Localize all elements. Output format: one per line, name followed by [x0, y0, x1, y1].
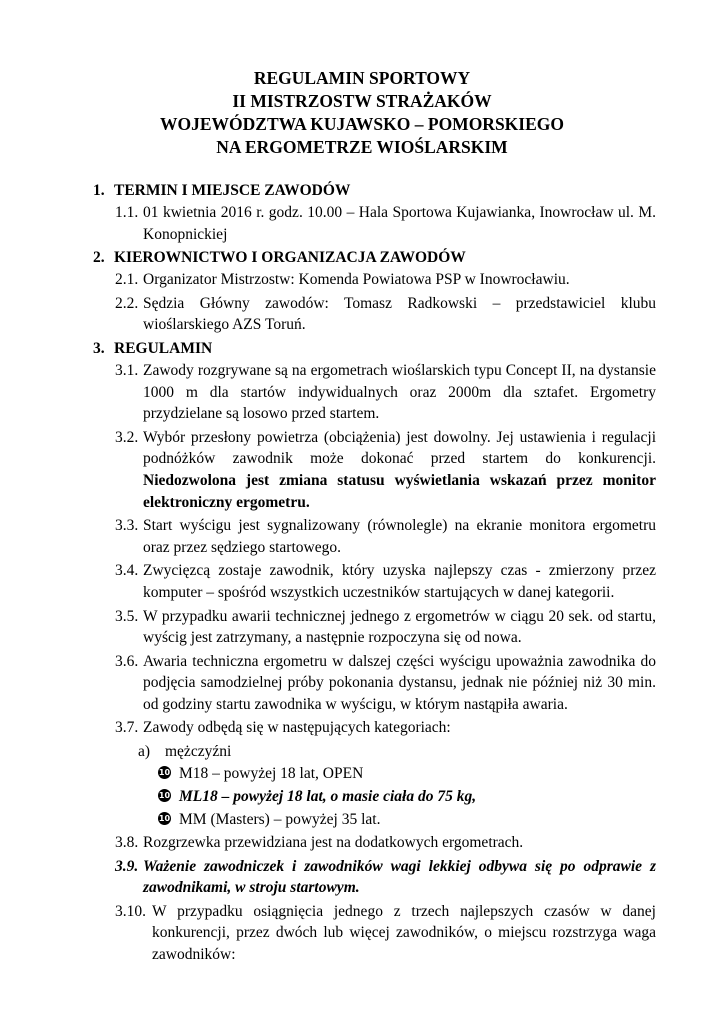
item-3-6: [115, 651, 656, 716]
item-text-regular: Wybór przesłony powietrza (obciążenia) jest dowolny. Jej ustawienia i regulacji podnóżków zawodnik może dokonać przed startem do konkurencji.: [143, 428, 656, 468]
section-number: 2.: [93, 249, 105, 267]
item-number: 3.1.: [115, 361, 139, 379]
category-bullet-1: [158, 763, 724, 786]
category-text: ML18 – powyżej 18 lat, o masie ciała do 75 kg,: [179, 788, 477, 806]
item-number: 3.10.: [115, 902, 146, 920]
document-body: [0, 180, 724, 968]
item-text: Start wyścigu jest sygnalizowany (równolegle) na ekranie monitora ergometru oraz przez sędziego startowego.: [143, 517, 656, 556]
document-title: [0, 67, 724, 159]
item-number: 3.8.: [115, 834, 139, 852]
item-number: 3.3.: [115, 517, 139, 535]
category-bullet-2: [158, 786, 724, 809]
item-number: 3.4.: [115, 562, 139, 580]
item-3-9: [115, 856, 656, 899]
section-heading-2: [93, 247, 724, 269]
item-3-7: [115, 717, 656, 739]
item-number: 3.7.: [115, 719, 139, 737]
item-text: Organizator Mistrzostw: Komenda Powiatowa PSP w Inowrocławiu.: [143, 271, 570, 289]
title-line-1: REGULAMIN SPORTOWY: [253, 68, 471, 88]
item-text-bold: Niedozwolona jest zmiana statusu wyświetlania wskazań przez monitor elektroniczny ergometru.: [143, 471, 656, 511]
item-number: 3.5.: [115, 607, 139, 625]
circled-number-icon: 10: [158, 768, 171, 778]
circled-number-icon: 10: [158, 814, 171, 824]
item-number: 2.2.: [115, 294, 139, 312]
item-3-2: [115, 427, 656, 513]
item-text: Awaria techniczna ergometru w dalszej części wyścigu upoważnia zawodnika do podjęcia samodzielnej próby pokonania dystansu, jednak nie później niż 30 min. od godziny startu zawodnika w wyścigu, w którym nastąpiła awaria.: [143, 652, 656, 713]
item-text: Ważenie zawodniczek i zawodników wagi lekkiej odbywa się po odprawie z zawodnikami, w stroju startowym.: [143, 857, 656, 897]
item-text: Zwycięzcą zostaje zawodnik, który uzyska najlepszy czas - zmierzony przez komputer – spośród wszystkich uczestników startujących w danej kategorii.: [143, 562, 656, 601]
subitem-letter: a): [138, 743, 151, 761]
item-text: [115, 427, 656, 513]
item-text: Zawody rozgrywane są na ergometrach wioślarskich typu Concept II, na dystansie 1000 m dla startów indywidualnych oraz 2000m dla sztafet. Ergometry przydzielane są losowo przed startem.: [143, 361, 656, 423]
item-text: W przypadku osiągnięcia jednego z trzech najlepszych czasów w danej konkurencji, przez dwóch lub więcej zawodników, o miejscu rozstrzyga waga zawodników:: [152, 902, 656, 964]
item-text: Rozgrzewka przewidziana jest na dodatkowych ergometrach.: [143, 834, 524, 852]
item-number: 1.1.: [115, 204, 139, 221]
section-title: REGULAMIN: [114, 339, 213, 357]
item-text: Zawody odbędą się w następujących kategoriach:: [143, 719, 451, 737]
category-text: M18 – powyżej 18 lat, OPEN: [179, 765, 364, 783]
item-1-1: [115, 202, 656, 245]
title-line-3: WOJEWÓDZTWA KUJAWSKO – POMORSKIEGO: [159, 114, 564, 134]
circled-number-icon: 10: [158, 791, 171, 801]
subitem-a: [138, 741, 724, 763]
item-3-5: [115, 606, 656, 649]
item-3-10: [115, 901, 656, 966]
item-3-3: [115, 515, 656, 558]
section-number: 1.: [93, 182, 105, 199]
item-2-1: [115, 269, 656, 291]
item-3-4: [115, 560, 656, 603]
subitem-text: mężczyźni: [165, 743, 232, 761]
category-text: MM (Masters) – powyżej 35 lat.: [179, 811, 381, 829]
item-number: 2.1.: [115, 271, 139, 289]
item-2-2: [115, 293, 656, 336]
item-number: 3.2.: [115, 428, 139, 446]
section-heading-1: [93, 180, 724, 202]
item-number: 3.9.: [115, 857, 139, 875]
item-text: Sędzia Główny zawodów: Tomasz Radkowski – przedstawiciel klubu wioślarskiego AZS Toruń.: [143, 294, 656, 334]
section-title: KIEROWNICTWO I ORGANIZACJA ZAWODÓW: [114, 249, 466, 267]
section-heading-3: [93, 338, 724, 360]
title-line-4: NA ERGOMETRZE WIOŚLARSKIM: [216, 137, 508, 157]
title-line-2: II MISTRZOSTW STRAŻAKÓW: [232, 91, 492, 111]
section-title: TERMIN I MIEJSCE ZAWODÓW: [114, 182, 351, 199]
item-3-1: [115, 360, 656, 425]
category-bullet-3: [158, 809, 724, 832]
section-number: 3.: [93, 339, 105, 357]
item-text: W przypadku awarii technicznej jednego z ergometrów w ciągu 20 sek. od startu, wyścig jest zatrzymany, a następnie rozpoczyna się od nowa.: [143, 607, 656, 647]
item-3-8: [115, 832, 656, 854]
item-number: 3.6.: [115, 652, 139, 670]
item-text: 01 kwietnia 2016 r. godz. 10.00 – Hala Sportowa Kujawianka, Inowrocław ul. M. Konopnickiej: [143, 204, 656, 243]
